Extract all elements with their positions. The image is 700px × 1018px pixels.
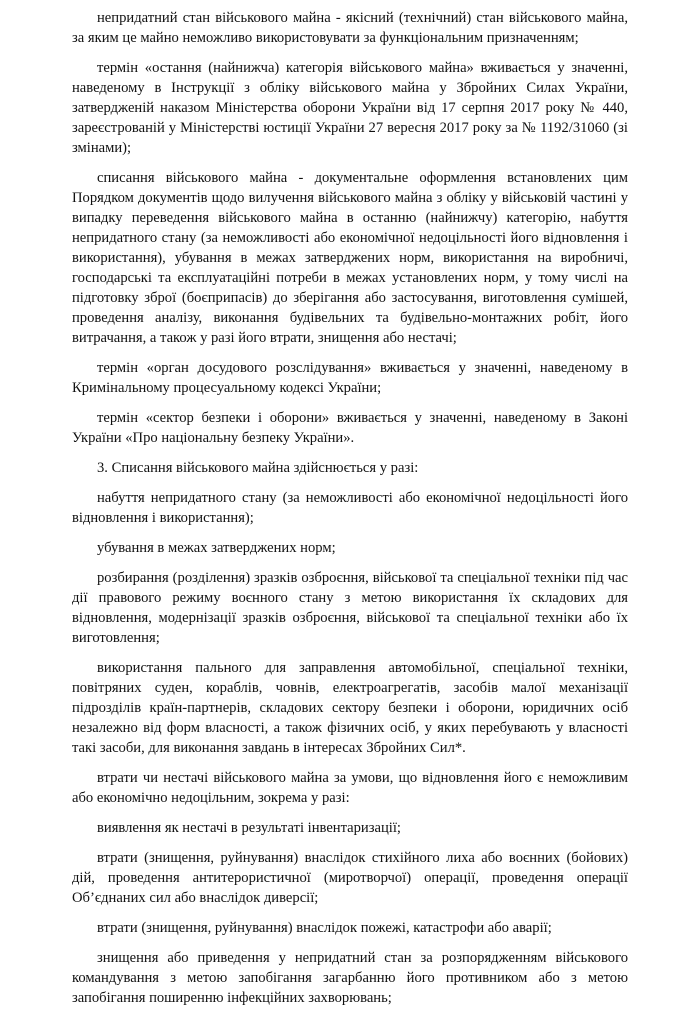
list-item: виявлення як нестачі в результаті інвентаризації; [97, 820, 401, 836]
definition-unusable-state: непридатний стан військового майна - якісний (технічний) стан військового майна, за яким це майно неможливо використовувати за функціональним призначенням; [72, 10, 628, 46]
list-item: набуття непридатного стану (за неможливості або економічної недоцільності його відновлення і використання); [72, 490, 628, 526]
list-item: втрати (знищення, руйнування) внаслідок пожежі, катастрофи або аварії; [97, 920, 552, 936]
list-item: знищення або приведення у непридатний стан за розпорядженням військового командування з метою запобігання загарбанню його противником або з метою запобігання поширенню інфекційних захворювань; [72, 950, 628, 1006]
definition-lowest-category: термін «остання (найнижча) категорія військового майна» вживається у значенні, наведеному в Інструкції з обліку військового майна у Збройних Силах України, затвердженій наказом Міністерства оборони України від 17 серпня 2017 року № 440, зареєстрованій у Міністерстві юстиції України 27 вересня 2017 року за № 1192/31060 (зі змінами); [72, 60, 628, 156]
list-item: розбирання (розділення) зразків озброєння, військової та спеціальної техніки під час дії правового режиму воєнного стану з метою використання їх складових для відновлення, модернізації зразків озброєння, військової та спеціальної техніки або їх виготовлення; [72, 570, 628, 646]
list-item: убування в межах затверджених норм; [97, 540, 336, 556]
list-item: використання пального для заправлення автомобільної, спеціальної техніки, повітряних суден, кораблів, човнів, електроагрегатів, засобів малої механізації підрозділів країн-партнерів, складових сектору безпеки і оборони, юридичних осіб незалежно від форм власності, а також фізичних осіб, у яких перебувають у власності такі засоби, для виконання завдань в інтересах Збройних Сил*. [72, 660, 628, 756]
definition-pretrial-body: термін «орган досудового розслідування» вживається у значенні, наведеному в Кримінальному процесуальному кодексі України; [72, 360, 628, 396]
list-item: втрати (знищення, руйнування) внаслідок стихійного лиха або воєнних (бойових) дій, проведення антитерористичної (миротворчої) операції, проведення операції Об’єднаних сил або внаслідок диверсії; [72, 850, 628, 906]
list-item: втрати чи нестачі військового майна за умови, що відновлення його є неможливим або економічно недоцільним, зокрема у разі: [72, 770, 628, 806]
definition-security-sector: термін «сектор безпеки і оборони» вживається у значенні, наведеному в Законі України «Про національну безпеку України». [72, 410, 628, 446]
clause-3-heading: 3. Списання військового майна здійснюється у разі: [97, 460, 419, 476]
definition-write-off: списання військового майна - документальне оформлення встановлених цим Порядком документів щодо вилучення військового майна з обліку у військовій частині у випадку переведення військового майна в останню (найнижчу) категорію, набуття непридатного стану (за неможливості або економічної недоцільності його відновлення і використання), убування в межах затверджених норм, використання на виробничі, господарські та експлуатаційні потреби в межах установлених норм, у тому числі на підготовку зброї (боєприпасів) до зберігання або застосування, виготовлення сумішей, проведення аналізу, виконання будівельних та будівельно-монтажних робіт, його витрачання, а також у разі його втрати, знищення або нестачі; [72, 170, 628, 346]
document-body [72, 8, 628, 1018]
